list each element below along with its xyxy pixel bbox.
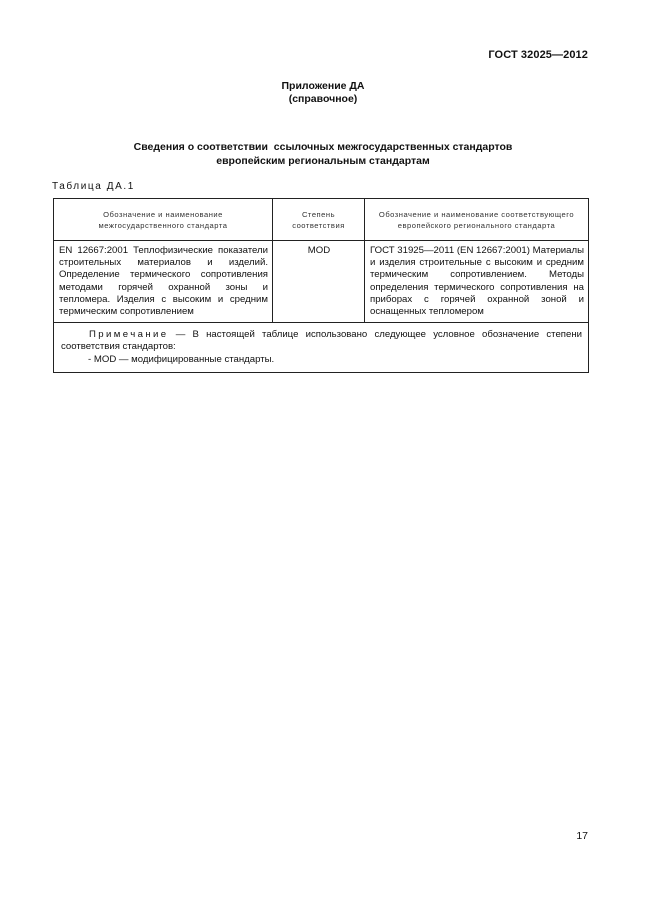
appendix-heading bbox=[0, 80, 646, 106]
table-header-row bbox=[54, 199, 589, 241]
document-code: ГОСТ 32025—2012 bbox=[488, 49, 588, 61]
table-cell-european-standard: ГОСТ 31925—2011 (EN 12667:2001) Материалы и изделия строительные с высоким и средним термическим сопротивлением. Методы определения термического сопротивления на приборах с горячей охранной зоной и оснащенных тепломером bbox=[365, 241, 589, 323]
note-text: — В настоящей таблице использовано следующее условное обозначение степени соответствия стандартов: bbox=[61, 329, 582, 353]
column-header-degree: Степень соответствия bbox=[273, 199, 365, 241]
appendix-title: Приложение ДА bbox=[281, 80, 365, 92]
table-cell-interstate-standard: EN 12667:2001 Теплофизические показатели строительных материалов и изделий. Определение термического сопротивления методами горячей охранной зоны и тепломера. Изделия с высоким и средним термическим сопротивлением bbox=[54, 241, 273, 323]
table-row bbox=[54, 241, 589, 323]
appendix-subtitle: (справочное) bbox=[288, 93, 358, 105]
page-number: 17 bbox=[576, 830, 588, 842]
note-paragraph bbox=[61, 329, 582, 353]
table-caption: Таблица ДА.1 bbox=[52, 181, 135, 192]
section-title-line-2: европейским региональным стандартам bbox=[216, 155, 430, 167]
table-note-row bbox=[54, 323, 589, 373]
standards-table bbox=[53, 198, 589, 373]
note-label: Примечание bbox=[89, 329, 169, 341]
table-note bbox=[54, 323, 589, 373]
column-header-interstate-standard: Обозначение и наименование межгосударственного стандарта bbox=[54, 199, 273, 241]
section-title-line-1: Сведения о соответствии ссылочных межгосударственных стандартов bbox=[133, 141, 513, 153]
column-header-european-standard: Обозначение и наименование соответствующего европейского регионального стандарта bbox=[365, 199, 589, 241]
note-item: - MOD — модифицированные стандарты. bbox=[88, 353, 275, 365]
table-cell-degree: MOD bbox=[273, 241, 365, 323]
section-title bbox=[0, 140, 646, 168]
